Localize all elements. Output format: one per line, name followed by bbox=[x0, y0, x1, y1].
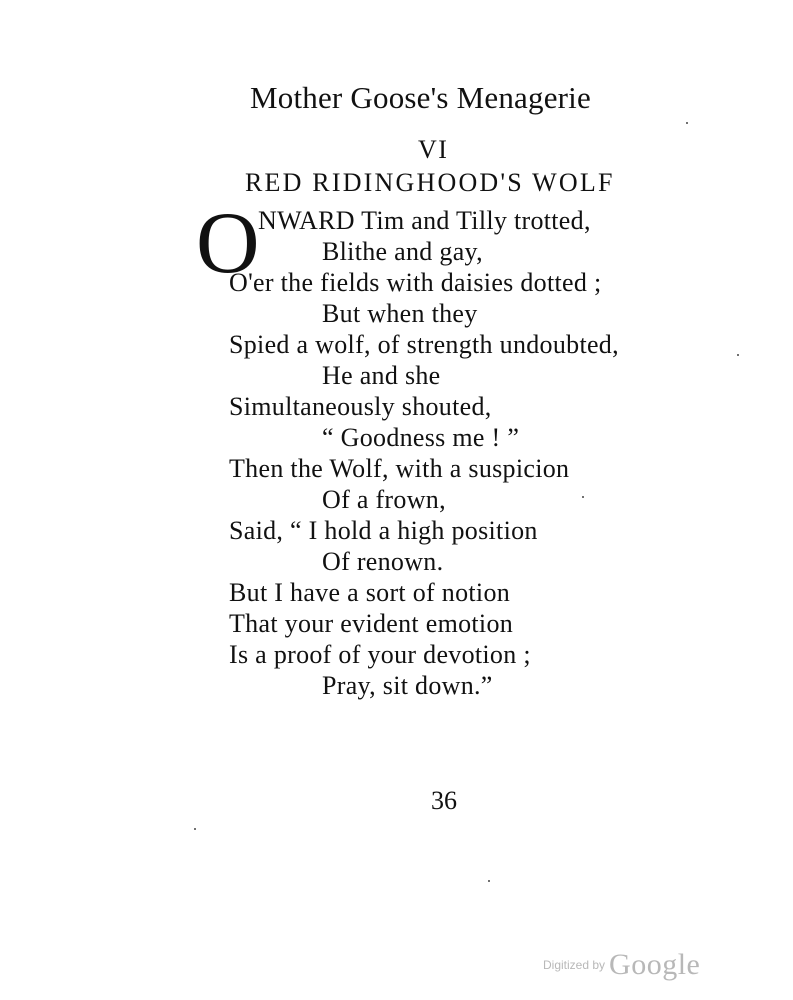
poem-line: NWARD Tim and Tilly trotted, bbox=[258, 206, 591, 235]
poem-line: Pray, sit down.” bbox=[322, 671, 493, 700]
scan-speck bbox=[582, 496, 584, 498]
scan-speck bbox=[488, 880, 490, 882]
google-logo: Google bbox=[609, 948, 701, 981]
section-numeral: VI bbox=[418, 135, 449, 164]
poem-line: O'er the fields with daisies dotted ; bbox=[229, 268, 602, 297]
poem-line: Simultaneously shouted, bbox=[229, 392, 492, 421]
poem-line: Is a proof of your devotion ; bbox=[229, 640, 531, 669]
poem-title: RED RIDINGHOOD'S WOLF bbox=[245, 168, 615, 197]
digitized-watermark bbox=[543, 948, 700, 982]
poem-line: That your evident emotion bbox=[229, 609, 514, 638]
poem-line: Spied a wolf, of strength undoubted, bbox=[229, 330, 619, 359]
poem-line: Then the Wolf, with a suspicion bbox=[229, 454, 570, 483]
poem-line: But I have a sort of notion bbox=[229, 578, 511, 607]
poem-line: Blithe and gay, bbox=[322, 237, 483, 266]
poem-line: Of a frown, bbox=[322, 485, 446, 514]
poem-line: But when they bbox=[322, 299, 478, 328]
drop-cap: O bbox=[196, 195, 260, 292]
scan-speck bbox=[686, 122, 688, 124]
poem-line: Of renown. bbox=[322, 547, 444, 576]
scan-speck bbox=[737, 354, 739, 356]
watermark-prefix: Digitized by bbox=[543, 958, 606, 972]
poem-line: Said, “ I hold a high position bbox=[229, 516, 538, 545]
running-head: Mother Goose's Menagerie bbox=[250, 80, 591, 115]
scan-speck bbox=[194, 828, 196, 830]
poem-line: “ Goodness me ! ” bbox=[322, 423, 520, 452]
page-number: 36 bbox=[431, 786, 457, 815]
poem-line: He and she bbox=[322, 361, 441, 390]
